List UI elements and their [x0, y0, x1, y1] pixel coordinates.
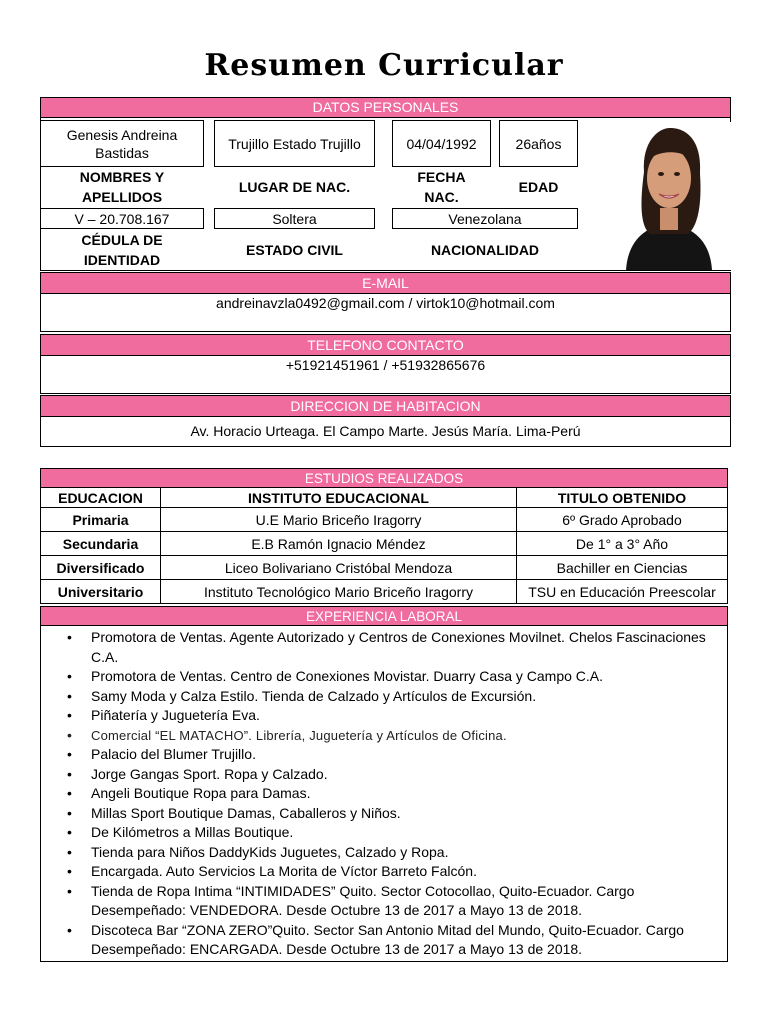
phone-value: +51921451961 / +51932865676: [285, 357, 486, 373]
nationality-label: NACIONALIDAD: [430, 241, 540, 258]
list-item: • Samy Moda y Calza Estilo. Tienda de Calzado y Artículos de Excursión.: [65, 687, 719, 707]
nationality-value: Venezolana: [392, 208, 578, 229]
education-level: Secundaria: [41, 532, 161, 556]
list-item: • Promotora de Ventas. Centro de Conexiones Movistar. Duarry Casa y Campo C.A.: [65, 667, 719, 687]
education-level: Universitario: [41, 580, 161, 604]
email-header: E-MAIL: [41, 273, 730, 294]
phone-header: TELEFONO CONTACTO: [41, 335, 730, 356]
experience-header: EXPERIENCIA LABORAL: [41, 607, 727, 626]
email-value: andreinavzla0492@gmail.com / virtok10@hotmail.com: [216, 295, 555, 311]
experience-section: [40, 606, 728, 962]
page-title: Resumen Curricular: [204, 48, 564, 83]
list-item: • Comercial “EL MATACHO”. Librería, Juguetería y Artículos de Oficina.: [65, 726, 719, 746]
institute-name: U.E Mario Briceño Iragorry: [161, 508, 517, 532]
list-item: • De Kilómetros a Millas Boutique.: [65, 823, 719, 843]
degree-title: 6º Grado Aprobado: [517, 508, 728, 532]
table-row: [41, 556, 728, 580]
list-item: • Promotora de Ventas. Agente Autorizado y Centros de Conexiones Movilnet. Chelos Fascinaciones C.A.: [65, 628, 719, 667]
birthplace-value: Trujillo Estado Trujillo: [214, 120, 375, 167]
age-label: EDAD: [518, 179, 559, 195]
table-row: [41, 532, 728, 556]
civil-status-value: Soltera: [214, 208, 375, 229]
column-header-institute: INSTITUTO EDUCACIONAL: [161, 488, 517, 508]
profile-photo: [606, 122, 731, 270]
experience-list: [41, 626, 727, 960]
list-item: • Jorge Gangas Sport. Ropa y Calzado.: [65, 765, 719, 785]
name-label: NOMBRES Y APELLIDOS: [79, 169, 165, 205]
institute-name: Liceo Bolivariano Cristóbal Mendoza: [161, 556, 517, 580]
list-item: • Encargada. Auto Servicios La Morita de Víctor Barreto Falcón.: [65, 862, 719, 882]
institute-name: E.B Ramón Ignacio Méndez: [161, 532, 517, 556]
degree-title: Bachiller en Ciencias: [517, 556, 728, 580]
degree-title: TSU en Educación Preescolar: [517, 580, 728, 604]
address-section: [40, 395, 731, 447]
list-item: • Tienda de Ropa Intima “INTIMIDADES” Quito. Sector Cotocollao, Quito-Ecuador. Cargo Desempeñado: VENDEDORA. Desde Octubre 13 de 2017 a Mayo 13 de 2018.: [65, 882, 719, 921]
birthdate-label: FECHA NAC.: [417, 169, 466, 205]
studies-table: [40, 468, 728, 604]
address-value: Av. Horacio Urteaga. El Campo Marte. Jesús María. Lima-Perú: [190, 423, 581, 439]
list-item: • Discoteca Bar “ZONA ZERO”Quito. Sector San Antonio Mitad del Mundo, Quito-Ecuador. Cargo Desempeñado: ENCARGADA. Desde Octubre 13 de 2017 a Mayo 13 de 2018.: [65, 921, 719, 960]
birthplace-label: LUGAR DE NAC.: [238, 179, 351, 195]
list-item: • Millas Sport Boutique Damas, Caballeros y Niños.: [65, 804, 719, 824]
table-row: [41, 508, 728, 532]
civil-status-label: ESTADO CIVIL: [246, 241, 343, 258]
birthdate-value: 04/04/1992: [392, 120, 491, 167]
age-value: 26años: [499, 120, 578, 167]
studies-header: ESTUDIOS REALIZADOS: [41, 469, 728, 488]
phone-section: [40, 334, 731, 394]
address-header: DIRECCION DE HABITACION: [41, 396, 730, 417]
institute-name: Instituto Tecnológico Mario Briceño Iragorry: [161, 580, 517, 604]
column-header-education: EDUCACION: [41, 488, 161, 508]
list-item: • Palacio del Blumer Trujillo.: [65, 745, 719, 765]
personal-data-header: DATOS PERSONALES: [40, 97, 731, 118]
table-row: [41, 580, 728, 604]
list-item: • Angeli Boutique Ropa para Damas.: [65, 784, 719, 804]
id-number-value: V – 20.708.167: [40, 208, 204, 229]
email-section: [40, 272, 731, 332]
education-level: Primaria: [41, 508, 161, 532]
list-item: • Piñatería y Juguetería Eva.: [65, 706, 719, 726]
education-level: Diversificado: [41, 556, 161, 580]
list-item: • Tienda para Niños DaddyKids Juguetes, Calzado y Ropa.: [65, 843, 719, 863]
id-number-label: CÉDULA DE IDENTIDAD: [81, 231, 163, 268]
name-value: Genesis Andreina Bastidas: [40, 120, 204, 167]
column-header-title: TITULO OBTENIDO: [517, 488, 728, 508]
degree-title: De 1° a 3° Año: [517, 532, 728, 556]
